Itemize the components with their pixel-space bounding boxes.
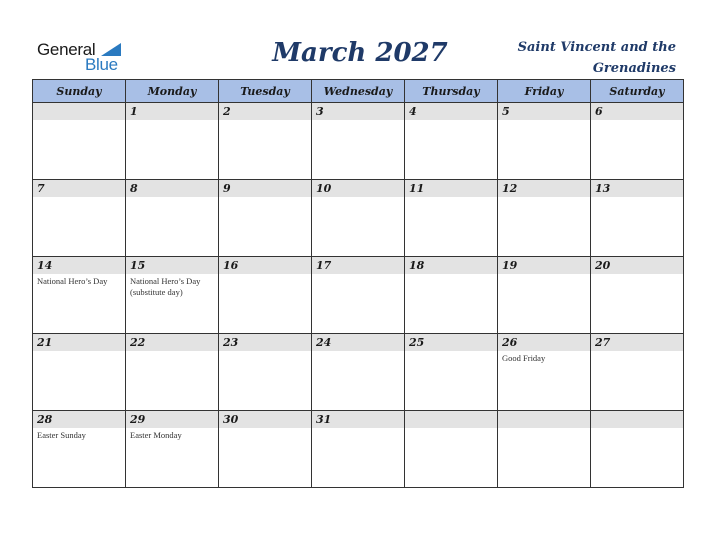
day-number — [591, 411, 683, 428]
day-cell[interactable] — [405, 103, 498, 180]
weekday-friday: Friday — [498, 80, 591, 103]
day-number: 2 — [219, 103, 311, 120]
day-cell[interactable] — [591, 257, 684, 334]
day-cell[interactable] — [219, 257, 312, 334]
day-number: 6 — [591, 103, 683, 120]
day-number: 7 — [33, 180, 125, 197]
day-number: 1 — [126, 103, 218, 120]
holiday-label: National Hero’s Day (substitute day) — [130, 276, 201, 297]
day-number: 9 — [219, 180, 311, 197]
day-cell[interactable] — [312, 334, 405, 411]
logo — [37, 40, 127, 74]
week-row — [33, 257, 684, 334]
day-cell[interactable] — [33, 180, 126, 257]
day-number: 19 — [498, 257, 590, 274]
day-number: 23 — [219, 334, 311, 351]
day-cell[interactable] — [591, 180, 684, 257]
holiday-label: Good Friday — [502, 353, 546, 363]
day-number: 13 — [591, 180, 683, 197]
day-number: 12 — [498, 180, 590, 197]
day-number: 8 — [126, 180, 218, 197]
day-cell[interactable] — [498, 257, 591, 334]
day-cell[interactable] — [312, 103, 405, 180]
day-number — [405, 411, 497, 428]
day-number: 24 — [312, 334, 404, 351]
holiday-label: Easter Monday — [130, 430, 182, 440]
day-cell[interactable] — [591, 334, 684, 411]
day-number: 30 — [219, 411, 311, 428]
day-number: 10 — [312, 180, 404, 197]
day-cell[interactable] — [405, 257, 498, 334]
weekday-saturday: Saturday — [591, 80, 684, 103]
day-number — [498, 411, 590, 428]
day-number — [33, 103, 125, 120]
day-cell[interactable] — [126, 257, 219, 334]
weekday-tuesday: Tuesday — [219, 80, 312, 103]
holiday-label: National Hero’s Day — [37, 276, 108, 286]
day-cell[interactable] — [33, 411, 126, 488]
day-cell[interactable] — [312, 257, 405, 334]
day-number: 17 — [312, 257, 404, 274]
day-cell[interactable] — [33, 334, 126, 411]
day-number: 5 — [498, 103, 590, 120]
day-cell[interactable] — [591, 411, 684, 488]
weekday-wednesday: Wednesday — [312, 80, 405, 103]
logo-general-text: General — [37, 40, 96, 59]
day-cell[interactable] — [405, 180, 498, 257]
day-cell[interactable] — [219, 334, 312, 411]
country-name: Saint Vincent and the Grenadines — [517, 40, 676, 76]
day-number: 25 — [405, 334, 497, 351]
day-number: 4 — [405, 103, 497, 120]
day-number: 20 — [591, 257, 683, 274]
day-number: 27 — [591, 334, 683, 351]
weekday-header-row — [33, 80, 684, 103]
day-cell[interactable] — [126, 334, 219, 411]
day-cell[interactable] — [591, 103, 684, 180]
day-cell[interactable] — [312, 411, 405, 488]
day-cell[interactable] — [33, 103, 126, 180]
day-cell[interactable] — [312, 180, 405, 257]
day-cell[interactable] — [405, 334, 498, 411]
holiday-label: Easter Sunday — [37, 430, 86, 440]
day-cell[interactable] — [126, 103, 219, 180]
day-cell[interactable] — [33, 257, 126, 334]
day-number: 3 — [312, 103, 404, 120]
day-cell[interactable] — [126, 180, 219, 257]
day-cell[interactable] — [219, 411, 312, 488]
calendar-grid — [32, 79, 684, 488]
day-cell[interactable] — [126, 411, 219, 488]
day-number: 28 — [33, 411, 125, 428]
day-number: 26 — [498, 334, 590, 351]
day-number: 21 — [33, 334, 125, 351]
day-cell[interactable] — [219, 180, 312, 257]
weekday-thursday: Thursday — [405, 80, 498, 103]
week-row — [33, 334, 684, 411]
logo-blue-text: Blue — [85, 55, 118, 74]
day-cell[interactable] — [498, 411, 591, 488]
day-number: 18 — [405, 257, 497, 274]
weekday-monday: Monday — [126, 80, 219, 103]
week-row — [33, 103, 684, 180]
day-number: 29 — [126, 411, 218, 428]
week-row — [33, 411, 684, 488]
day-cell[interactable] — [219, 103, 312, 180]
day-number: 31 — [312, 411, 404, 428]
day-cell[interactable] — [498, 334, 591, 411]
week-row — [33, 180, 684, 257]
weekday-sunday: Sunday — [33, 80, 126, 103]
day-number: 22 — [126, 334, 218, 351]
calendar-title: March 2027 — [272, 38, 448, 68]
day-cell[interactable] — [498, 180, 591, 257]
day-number: 15 — [126, 257, 218, 274]
day-number: 16 — [219, 257, 311, 274]
day-number: 14 — [33, 257, 125, 274]
day-number: 11 — [405, 180, 497, 197]
day-cell[interactable] — [498, 103, 591, 180]
day-cell[interactable] — [405, 411, 498, 488]
